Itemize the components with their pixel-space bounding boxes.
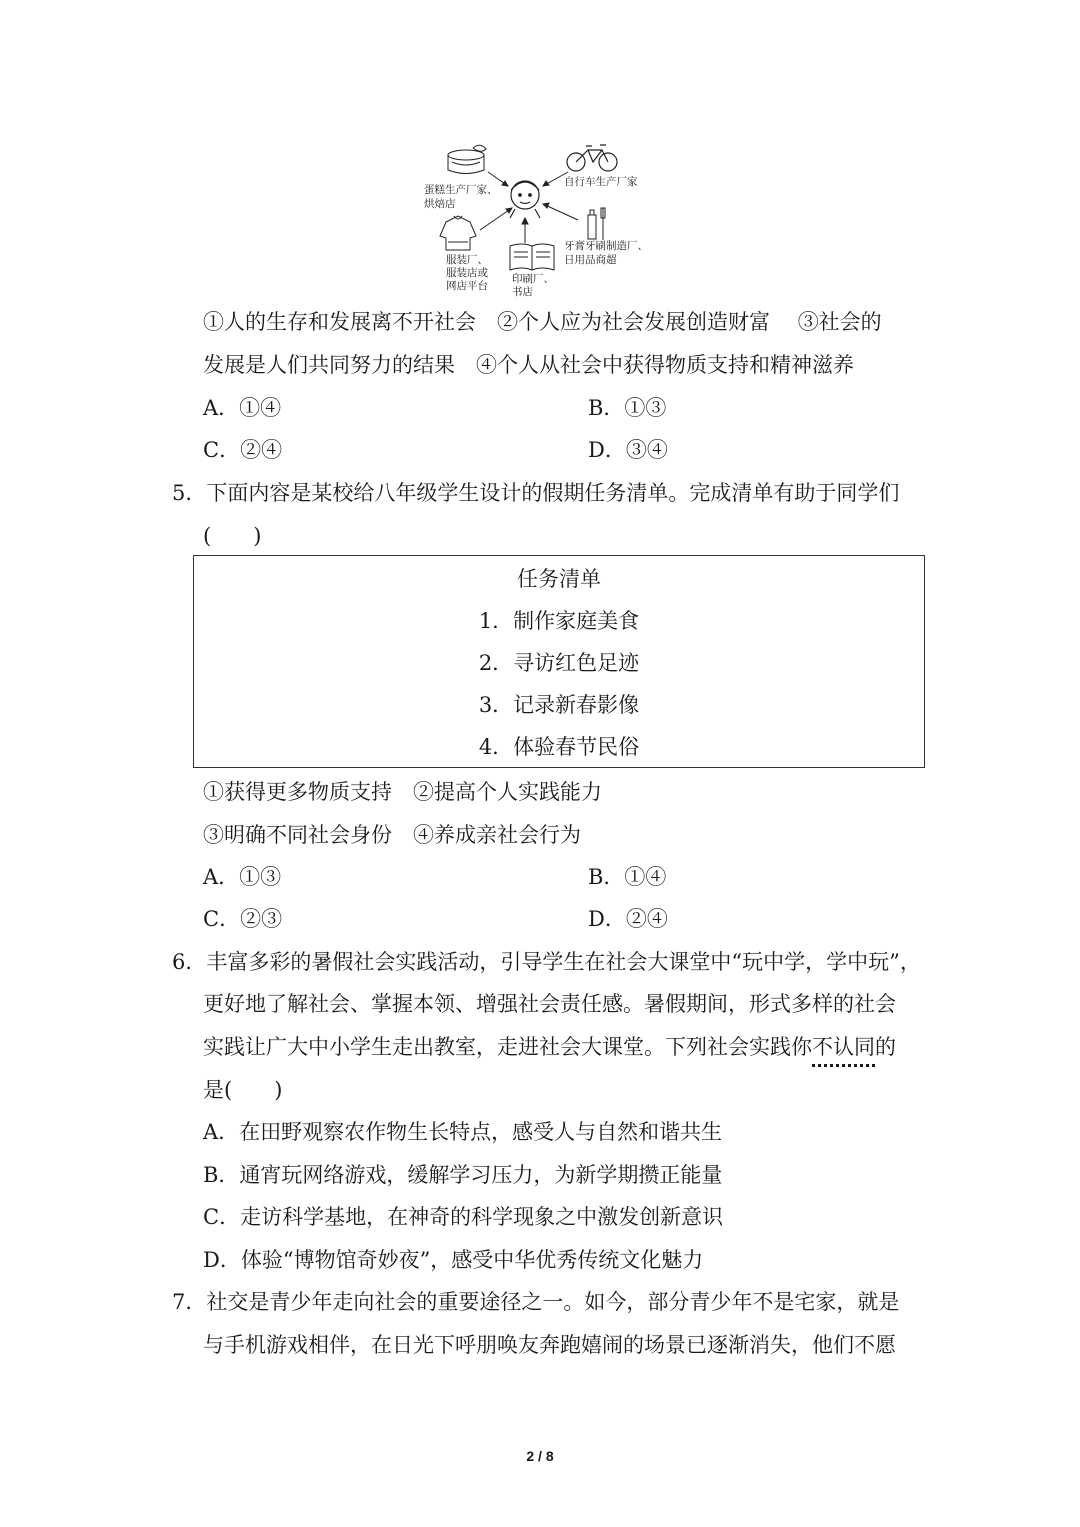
q4-statement-2: ②个人应为社会发展创造财富	[497, 310, 770, 334]
q5-option-a[interactable]: A．①③	[203, 865, 282, 889]
print-label-1: 印刷厂、	[512, 273, 554, 285]
book-icon	[510, 244, 554, 270]
q5-option-d[interactable]: D．②④	[588, 907, 668, 931]
clothing-icon	[440, 216, 476, 250]
toothpaste-label-2: 日用品商超	[564, 254, 617, 266]
q6-option-d[interactable]: D．体验“博物馆奇妙夜”，感受中华优秀传统文化魅力	[203, 1248, 704, 1272]
q6-answer-blank[interactable]: 是( )	[203, 1078, 283, 1102]
clothing-label-1: 服装厂、	[446, 254, 488, 266]
q6-emphasis: 不认同	[812, 1035, 875, 1059]
q4-statement-1: ①人的生存和发展离不开社会	[203, 310, 476, 334]
q4-statement-4: ④个人从社会中获得物质支持和精神滋养	[476, 353, 854, 377]
task-item-1: 1．制作家庭美食	[478, 609, 640, 633]
bicycle-label: 自行车生产厂家	[564, 176, 638, 188]
q6-stem-line-3-end: 的	[875, 1035, 896, 1059]
task-item-3: 3．记录新春影像	[478, 693, 640, 717]
q6-stem-line-3-text: 实践让广大中小学生走出教室，走进社会大课堂。下列社会实践你	[203, 1035, 812, 1059]
q7-stem-line-2: 与手机游戏相伴，在日光下呼朋唤友奔跑嬉闹的场景已逐渐消失，他们不愿	[203, 1333, 896, 1357]
q7-stem-line-1: 7．社交是青少年走向社会的重要途径之一。如今，部分青少年不是宅家，就是	[172, 1290, 900, 1314]
q4-statement-3a: ③社会的	[797, 310, 882, 334]
q4-option-c[interactable]: C．②④	[203, 438, 283, 462]
q5-statement-2: ②提高个人实践能力	[413, 780, 602, 804]
cake-label-1: 蛋糕生产厂家、	[424, 184, 498, 196]
q5-statements-line-1	[203, 777, 602, 807]
q6-stem-line-2: 更好地了解社会、掌握本领、增强社会责任感。暑假期间，形式多样的社会	[203, 992, 896, 1016]
q6-stem-line-3	[203, 1032, 896, 1062]
q5-stem-line-1: 5．下面内容是某校给八年级学生设计的假期任务清单。完成清单有助于同学们	[172, 481, 900, 505]
q6-stem-line-1: 6．丰富多彩的暑假社会实践活动，引导学生在社会大课堂中“玩中学，学中玩”，	[172, 950, 921, 974]
task-item-4: 4．体验春节民俗	[478, 735, 640, 759]
task-item-2: 2．寻访红色足迹	[478, 651, 640, 675]
q4-option-a[interactable]: A．①④	[203, 396, 282, 420]
q5-option-b[interactable]: B．①④	[588, 865, 667, 889]
q4-option-b[interactable]: B．①③	[588, 396, 667, 420]
q5-statement-1: ①获得更多物质支持	[203, 780, 392, 804]
q4-statements-line-1	[203, 307, 882, 337]
task-list-box	[193, 555, 925, 768]
toothbrush-icon	[588, 208, 605, 240]
cake-label-2: 烘焙店	[424, 198, 456, 210]
clothing-label-3: 网店平台	[446, 280, 488, 292]
print-label-2: 书店	[512, 286, 533, 298]
bicycle-icon	[567, 145, 617, 171]
cake-icon	[448, 145, 486, 173]
q6-option-b[interactable]: B．通宵玩网络游戏，缓解学习压力，为新学期攒正能量	[203, 1163, 723, 1187]
q6-emphasis-text	[812, 1035, 875, 1059]
person-icon	[510, 181, 540, 218]
illustration-figure	[418, 140, 658, 300]
q5-statement-4: ④养成亲社会行为	[413, 823, 581, 847]
q5-answer-blank[interactable]: ( )	[203, 524, 262, 548]
toothpaste-label-1: 牙膏牙刷制造厂、	[564, 240, 648, 252]
task-list-title: 任务清单	[517, 567, 601, 591]
q6-option-c[interactable]: C．走访科学基地，在神奇的科学现象之中激发创新意识	[203, 1205, 724, 1229]
q4-statements-line-2	[203, 350, 854, 380]
clothing-label-2: 服装店或	[446, 267, 488, 279]
q5-statement-3: ③明确不同社会身份	[203, 823, 392, 847]
q4-statement-3b: 发展是人们共同努力的结果	[203, 353, 455, 377]
page-number: 2 / 8	[526, 1448, 554, 1464]
q5-statements-line-2	[203, 820, 581, 850]
q5-option-c[interactable]: C．②③	[203, 907, 283, 931]
q6-option-a[interactable]: A．在田野观察农作物生长特点，感受人与自然和谐共生	[203, 1120, 723, 1144]
q4-option-d[interactable]: D．③④	[588, 438, 668, 462]
